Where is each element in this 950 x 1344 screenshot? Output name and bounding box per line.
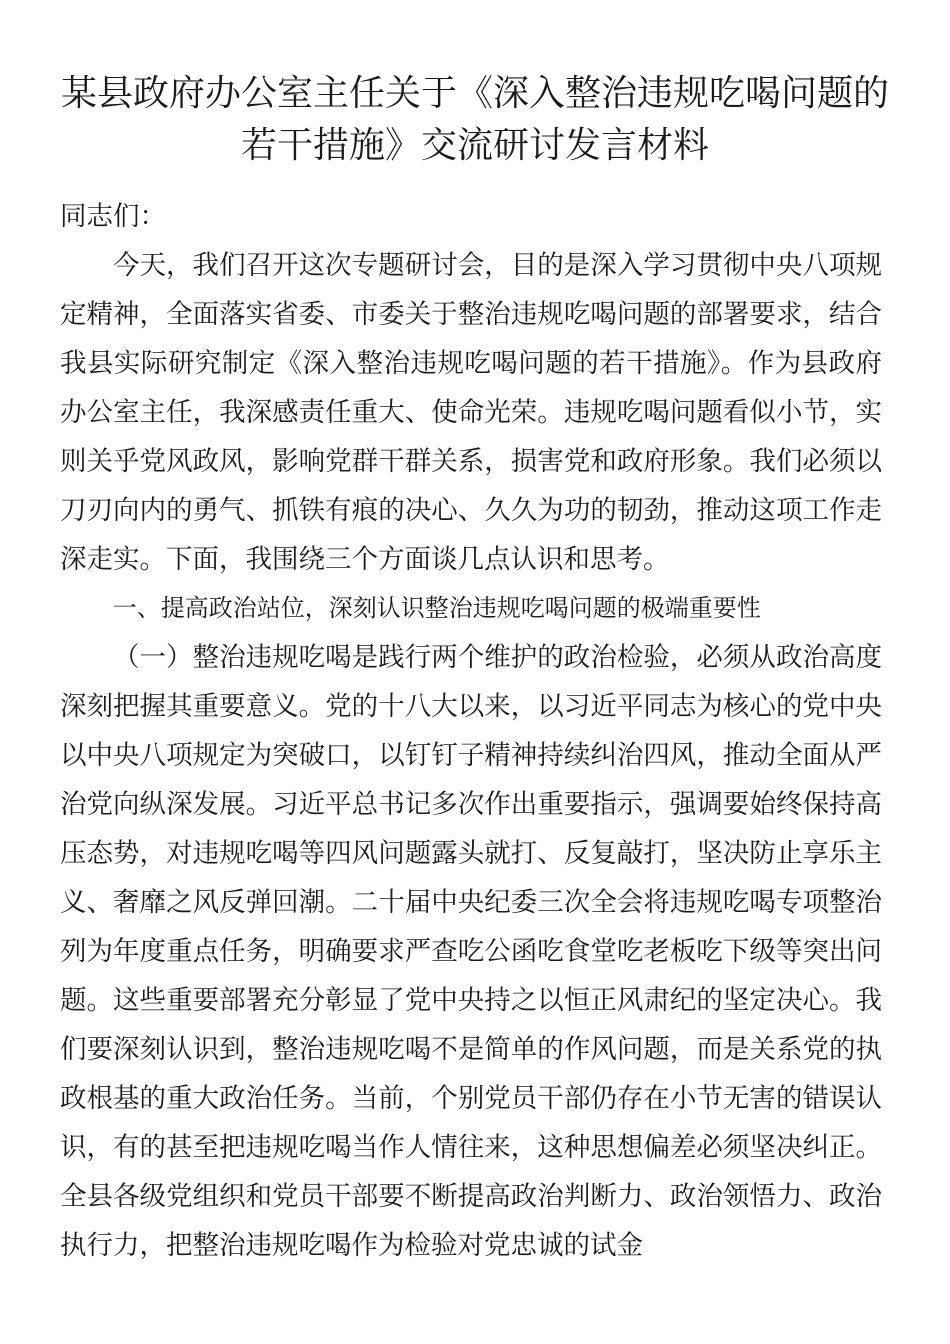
document-title	[40, 68, 910, 172]
title-line-1: 某县政府办公室主任关于《深入整治违规吃喝问题的	[60, 73, 889, 114]
intro-paragraph: 今天，我们召开这次专题研讨会，目的是深入学习贯彻中央八项规定精神，全面落实省委、市委关于整治违规吃喝问题的部署要求，结合我县实际研究制定《深入整治违规吃喝问题的若干措施》。作为县政府办公室主任，我深感责任重大、使命光荣。违规吃喝问题看似小节，实则关乎党风政风，影响党群干群关系，损害党和政府形象。我们必须以刀刃向内的勇气、抓铁有痕的决心、久久为功的韧劲，推动这项工作走深走实。下面，我围绕三个方面谈几点认识和思考。	[60, 250, 882, 575]
document-body	[60, 192, 882, 1270]
title-line-2: 若干措施》交流研讨发言材料	[240, 125, 709, 166]
section-1-heading: 一、提高政治站位，深刻认识整治违规吃喝问题的极端重要性	[112, 594, 761, 622]
section-1-paragraph-1: （一）整治违规吃喝是践行两个维护的政治检验，必须从政治高度深刻把握其重要意义。党的十八大以来，以习近平同志为核心的党中央以中央八项规定为突破口，以钉钉子精神持续纠治四风，推动全面从严治党向纵深发展。习近平总书记多次作出重要指示，强调要始终保持高压态势，对违规吃喝等四风问题露头就打、反复敲打，坚决防止享乐主义、奢靡之风反弹回潮。二十届中央纪委三次全会将违规吃喝专项整治列为年度重点任务，明确要求严查吃公函吃食堂吃老板吃下级等突出问题。这些重要部署充分彰显了党中央持之以恒正风肃纪的坚定决心。我们要深刻认识到，整治违规吃喝不是简单的作风问题，而是关系党的执政根基的重大政治任务。当前，个别党员干部仍存在小节无害的错误认识，有的甚至把违规吃喝当作人情往来，这种思想偏差必须坚决纠正。全县各级党组织和党员干部要不断提高政治判断力、政治领悟力、政治执行力，把整治违规吃喝作为检验对党忠诚的试金	[60, 642, 882, 1261]
salutation: 同志们：	[60, 201, 166, 232]
